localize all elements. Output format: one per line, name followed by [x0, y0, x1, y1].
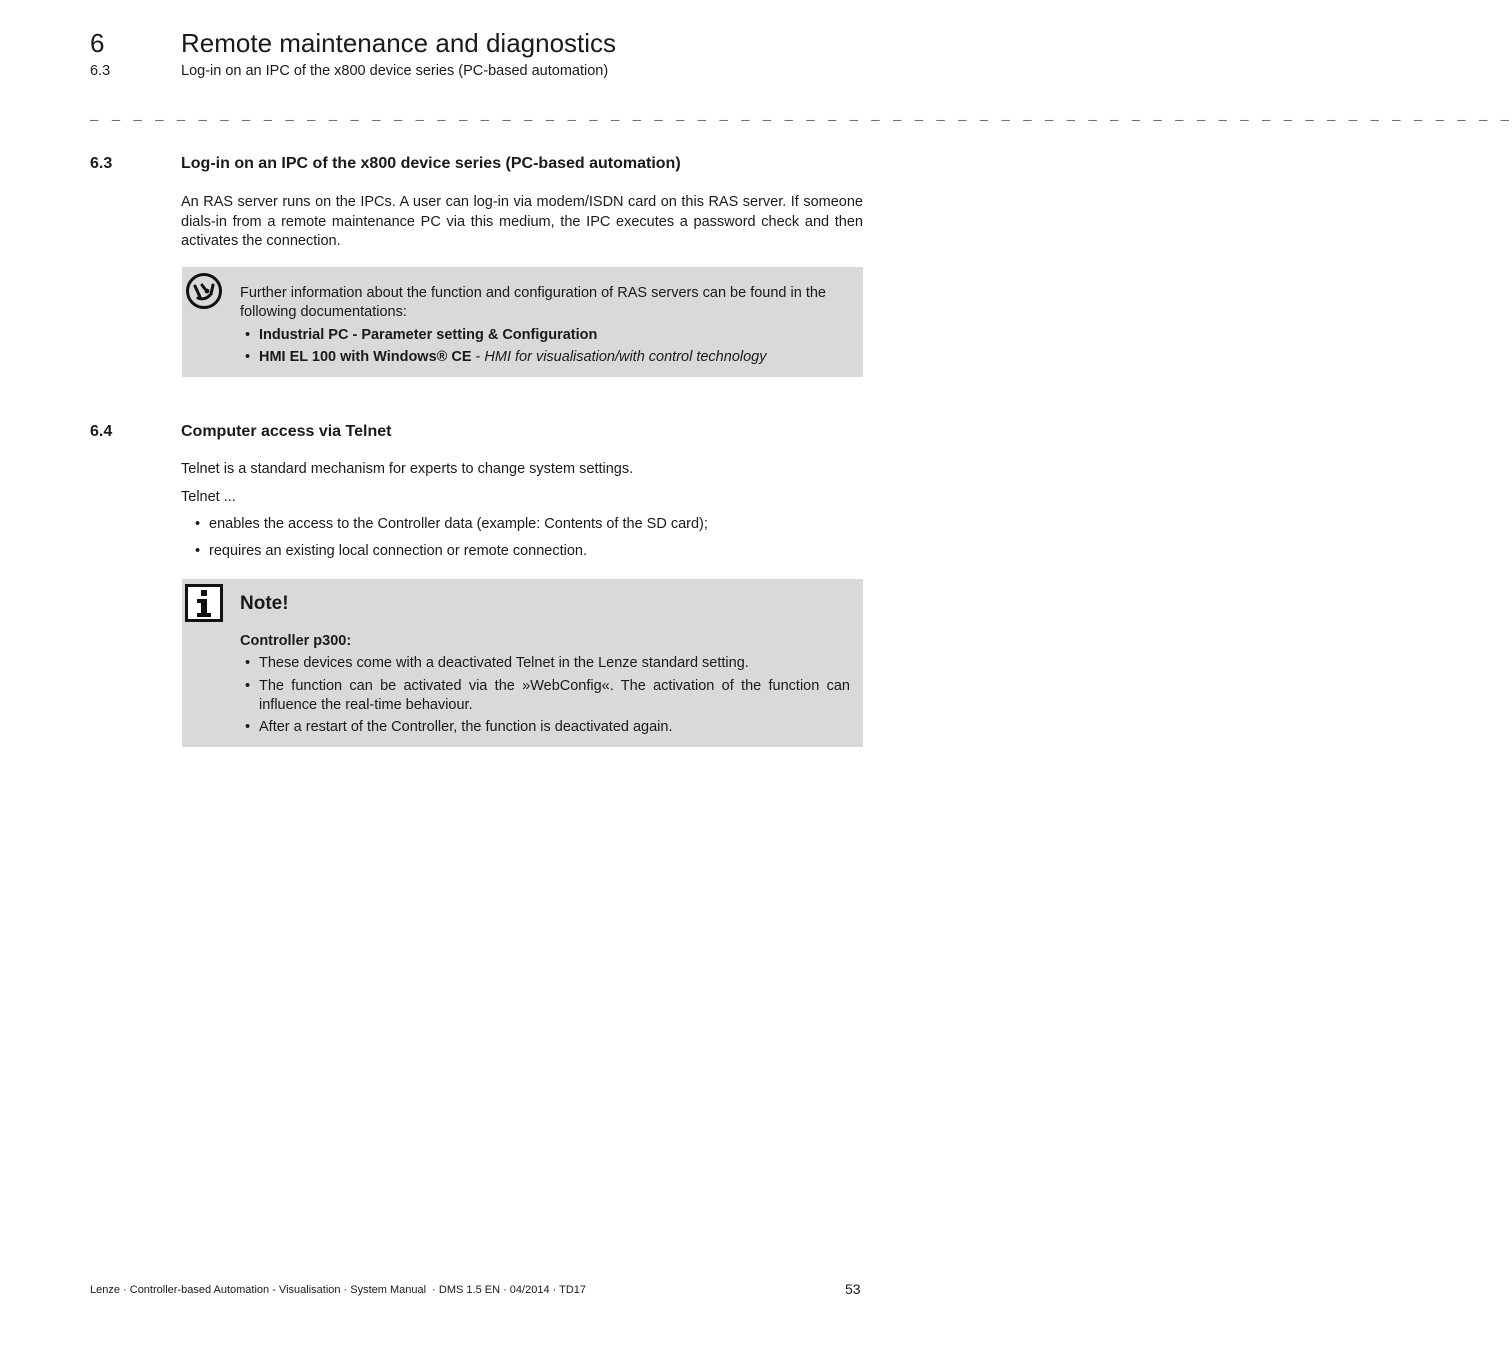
list-item	[245, 348, 850, 367]
bullet: •	[245, 349, 251, 365]
note-box	[182, 579, 863, 747]
bullet: •	[245, 655, 251, 671]
section-6-3-number: 6.3	[90, 155, 113, 172]
list-item	[245, 718, 850, 737]
bullet: •	[245, 678, 251, 694]
documentation-info-box	[182, 267, 863, 377]
doc-title: Industrial PC - Parameter setting & Configuration	[259, 327, 598, 343]
note-item-text: These devices come with a deactivated Telnet in the Lenze standard setting.	[259, 655, 749, 671]
info-i-icon	[185, 584, 223, 622]
list-item	[195, 515, 708, 534]
bullet: •	[245, 327, 251, 343]
documentation-reference-icon	[185, 272, 223, 310]
page-number: 53	[845, 1281, 861, 1297]
list-item-text: enables the access to the Controller data (example: Contents of the SD card);	[209, 516, 708, 532]
bullet: •	[245, 719, 251, 735]
note-heading: Note!	[240, 593, 289, 614]
list-item	[245, 677, 850, 715]
chapter-title: Remote maintenance and diagnostics	[181, 28, 617, 58]
note-item-text: After a restart of the Controller, the function is deactivated again.	[259, 719, 673, 735]
note-item-text: The function can be activated via the »WebConfig«. The activation of the function can influence the real-time behaviour.	[259, 678, 850, 713]
section-6-3-title: Log-in on an IPC of the x800 device series (PC-based automation)	[181, 155, 681, 172]
list-item-text: requires an existing local connection or remote connection.	[209, 543, 588, 559]
section-6-4-title: Computer access via Telnet	[181, 423, 392, 440]
note-subheading: Controller p300:	[240, 633, 352, 649]
list-item	[245, 326, 850, 345]
list-item	[245, 654, 850, 673]
header-section-title: Log-in on an IPC of the x800 device series (PC-based automation)	[181, 63, 609, 79]
bullet: •	[195, 543, 201, 559]
header-separator: _ _ _ _ _ _ _ _ _ _ _ _ _ _ _ _ _ _ _ _ _ _ _ _ _ _ _ _ _ _ _ _ _ _ _ _ _ _ _ _ _ _ _ _ _ _ _ _ _ _ _ _ _ _ _ _ _ _ _ _ _ _ _ _ _ _	[90, 108, 1512, 124]
section-6-4-para1: Telnet is a standard mechanism for experts to change system settings.	[181, 461, 634, 477]
section-6-4-number: 6.4	[90, 423, 113, 440]
header-section-number: 6.3	[90, 63, 111, 79]
bullet: •	[195, 516, 201, 532]
doc-subtitle: HMI for visualisation/with control technology	[484, 349, 767, 365]
footer-text: Lenze · Controller-based Automation - Visualisation · System Manual · DMS 1.5 EN · 04/2014 · TD17	[90, 1284, 587, 1296]
doc-separator: -	[471, 349, 485, 365]
section-6-3-body: An RAS server runs on the IPCs. A user can log-in via modem/ISDN card on this RAS server. If someone dials-in from a remote maintenance PC via this medium, the IPC executes a password check and then activates the connection.	[181, 194, 863, 249]
doc-title: HMI EL 100 with Windows® CE	[259, 349, 472, 365]
section-6-4-para2: Telnet ...	[181, 489, 236, 505]
list-item	[195, 542, 587, 561]
info-box-intro: Further information about the function and configuration of RAS servers can be found in the following documentations:	[240, 285, 826, 320]
chapter-number: 6	[90, 28, 105, 58]
